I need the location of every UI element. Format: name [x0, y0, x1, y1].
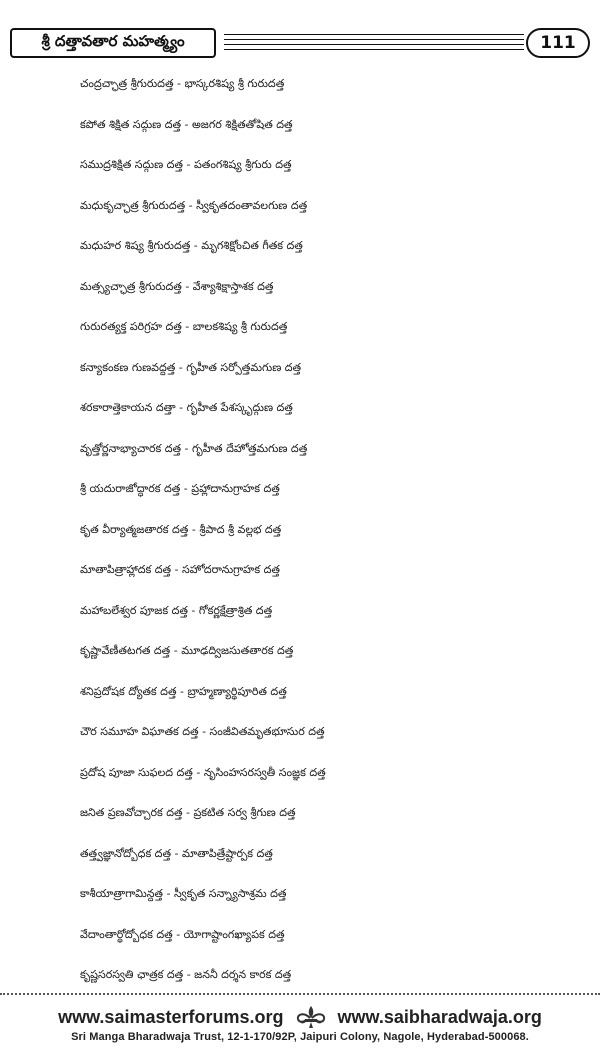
verse-line: శరకారాత్తెకాయన దత్తా - గృహీత పేశస్కృద్గుణ దత్త [80, 401, 293, 414]
verse-line: మాతాపిత్రాహ్లాదక దత్త - సహోదరానుగ్రాహక దత్త [80, 563, 280, 576]
footer-divider [0, 993, 600, 995]
verse-line: మధుహర శిష్య శ్రీగురుదత్త - మృగశిక్షోంచిత గీతక దత్త [80, 239, 303, 252]
verse-line: చౌర సమూహ విఘాతక దత్త - సంజీవితమృతభూసుర దత్త [80, 725, 325, 738]
verse-list [80, 64, 590, 996]
page-number: 111 [526, 28, 590, 58]
footer-url-left[interactable]: www.saimasterforums.org [58, 1006, 284, 1027]
verse-line: శనిప్రదోషక ద్యోతక దత్త - బ్రాహ్మణ్యార్థిపూరిత దత్త [80, 684, 287, 698]
book-title: శ్రీ దత్తావతార మహత్మ్యం [10, 28, 216, 58]
verse-line: సముద్రశిక్షిత సద్గుణ దత్త - పతంగశిష్య శ్రీగురు దత్త [80, 158, 292, 171]
verse-line: తత్త్వజ్ఞానోద్బోధక దత్త - మాతాపిత్రేష్టార్పక దత్త [80, 846, 273, 860]
verse-line: మధుకృచ్ఛాత్ర శ్రీగురుదత్త - స్వీకృతదంతావలగుణ దత్త [80, 198, 308, 212]
verse-line: కృష్ణసరస్వతి ఛాత్రక దత్త - జననీ దర్శన కారక దత్త [80, 968, 292, 981]
verse-line: గురురత్యక్త పరిగ్రహ దత్త - బాలకశిష్య శ్రీ గురుదత్త [80, 320, 288, 333]
footer-address: Sri Manga Bharadwaja Trust, 12-1-170/92P, Jaipuri Colony, Nagole, Hyderabad-500068. [71, 1031, 529, 1043]
verse-line: వేదాంతార్థోద్బోధక దత్త - యోగాష్టాంగఖ్యాపక దత్త [80, 927, 285, 941]
header-rules [224, 34, 524, 54]
verse-line: కృష్ణావేణీతటగత దత్త - మూఢద్విజసుతతారక దత్త [80, 644, 294, 657]
verse-line: కన్యాకంకణ గుణవద్దత్త - గృహీత సర్పోత్తమగుణ దత్త [80, 360, 302, 374]
verse-line: కపోత శిక్షిత సద్గుణ దత్త - అజగర శిక్షితతోషిత దత్త [80, 117, 293, 131]
fleur-de-lis-icon [294, 1004, 328, 1030]
verse-line: కృత వీర్యాత్మజతారక దత్త - శ్రీపాద శ్రీ వల్లభ దత్త [80, 522, 282, 536]
verse-line: మత్స్యచ్ఛాత్ర శ్రీగురుదత్త - వేశ్యాశిక్షాస్తాశక దత్త [80, 279, 274, 293]
page-header [10, 28, 592, 64]
verse-line: శ్రీ యదురాజోద్ధారక దత్త - ప్రహ్లాదానుగ్రాహక దత్త [80, 482, 280, 495]
verse-line: కాశీయాత్రాగామిన్దత్త - స్వీకృత సన్న్యాసాశ్రమ దత్త [80, 887, 287, 900]
verse-line: చంద్రచ్ఛాత్ర శ్రీగురుదత్త - భాస్కరశిష్య శ్రీ గురుదత్త [80, 77, 285, 90]
verse-line: వృత్తోర్ణనాభ్యాచారక దత్త - గృహీత దేహోత్తమగుణ దత్త [80, 441, 308, 455]
verse-line: ప్రదోష పూజా సుఫలద దత్త - నృసింహసరస్వతీ సంజ్ఞక దత్త [80, 765, 326, 779]
verse-line: జనిత ప్రణవోచ్చారక దత్త - ప్రకటిత సర్వ శ్రీగుణ దత్త [80, 806, 296, 819]
page-footer [0, 1004, 600, 1043]
footer-urls [0, 1004, 600, 1030]
footer-url-right[interactable]: www.saibharadwaja.org [337, 1006, 542, 1027]
verse-line: మహాబలేశ్వర పూజక దత్త - గోకర్ణక్షేత్రాశ్రిత దత్త [80, 603, 273, 617]
